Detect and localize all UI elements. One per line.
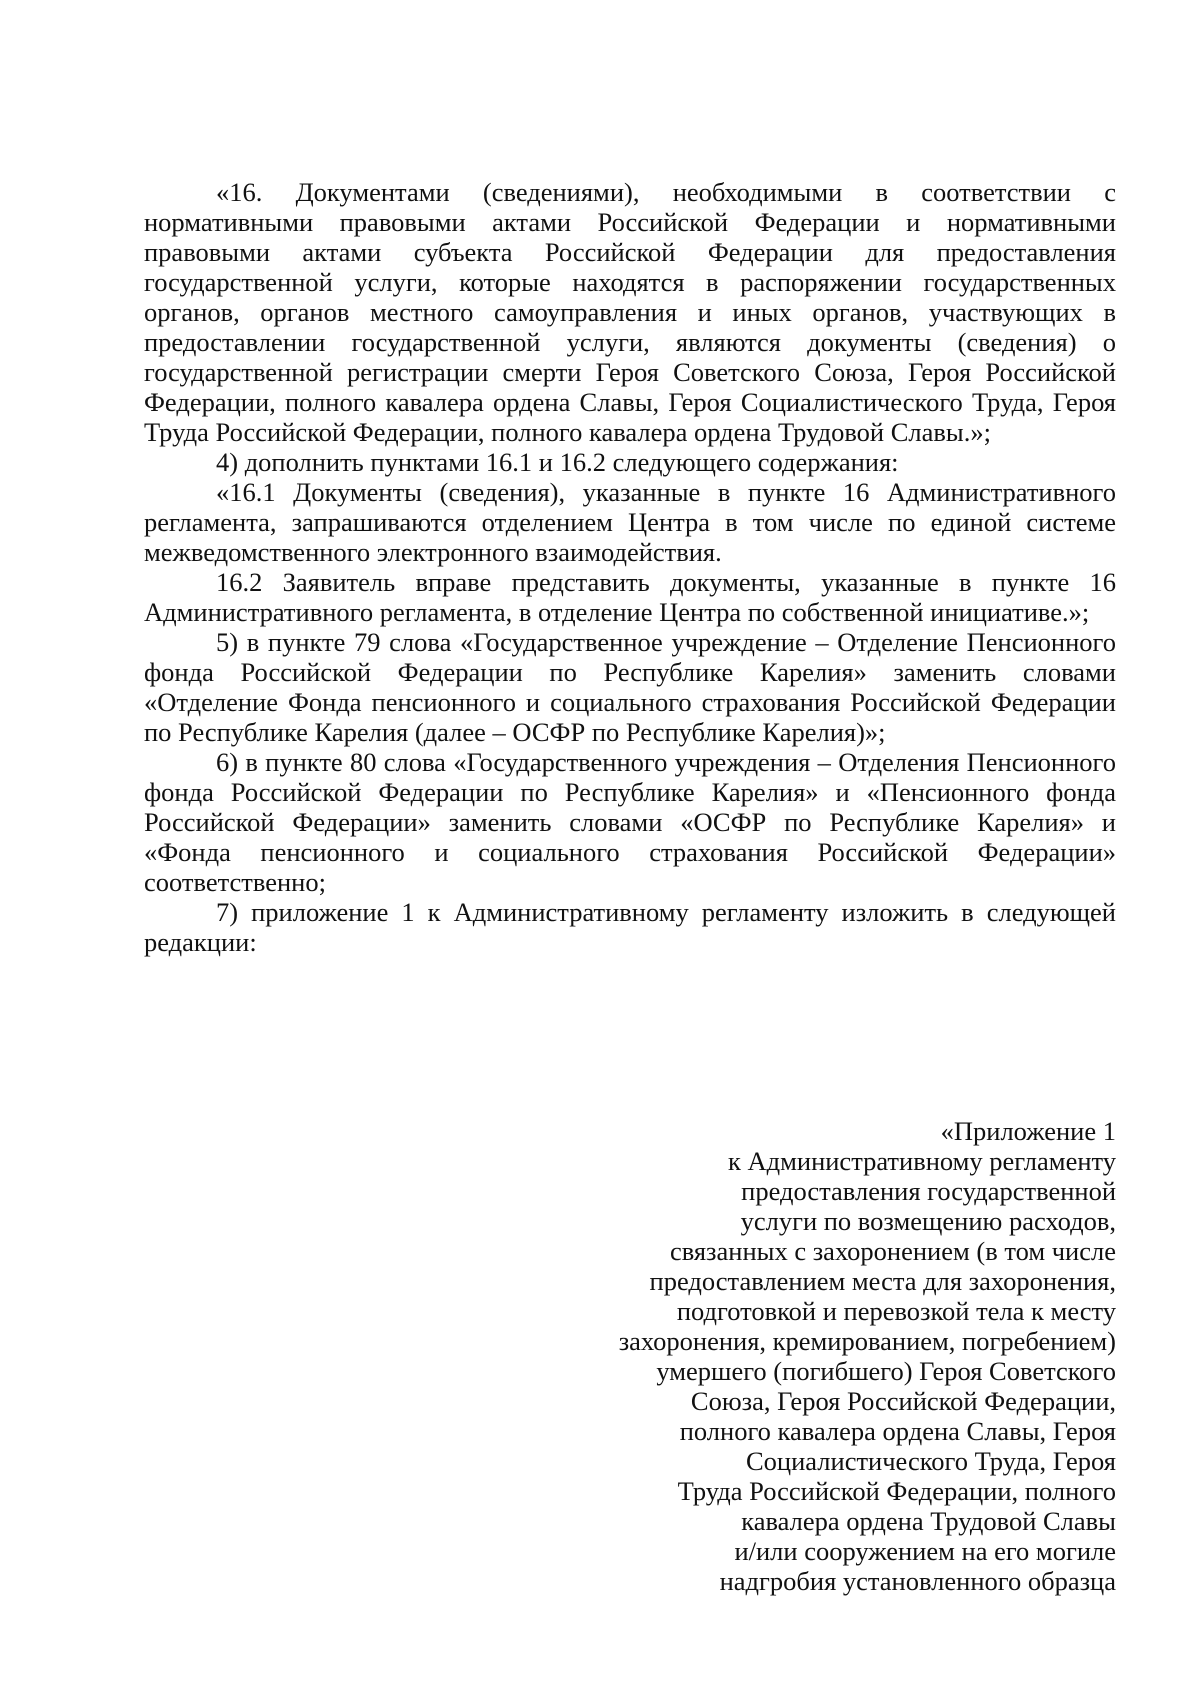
paragraph-amendment-7: 7) приложение 1 к Административному регламенту изложить в следующей редакции: (144, 897, 1116, 957)
appendix-heading-line: Социалистического Труда, Героя (746, 1446, 1116, 1476)
appendix-heading-line: услуги по возмещению расходов, (740, 1206, 1116, 1236)
appendix-heading-line: Труда Российской Федерации, полного (677, 1476, 1116, 1506)
document-body (144, 177, 1116, 957)
appendix-heading-line: Союза, Героя Российской Федерации, (690, 1386, 1116, 1416)
appendix-heading-line: захоронения, кремированием, погребением) (618, 1326, 1116, 1356)
appendix-heading-line: «Приложение 1 (940, 1116, 1116, 1146)
appendix-heading-line: к Административному регламенту (728, 1146, 1116, 1176)
paragraph-item-16-1: «16.1 Документы (сведения), указанные в пункте 16 Административного регламента, запрашиваются отделением Центра в том числе по единой системе межведомственного электронного взаимодействия. (144, 477, 1116, 567)
paragraph-item-16: «16. Документами (сведениями), необходимыми в соответствии с нормативными правовыми актами Российской Федерации и нормативными правовыми актами субъекта Российской Федерации для предоставления государственной услуги, которые находятся в распоряжении государственных органов, органов местного самоуправления и иных органов, участвующих в предоставлении государственной услуги, являются документы (сведения) о государственной регистрации смерти Героя Советского Союза, Героя Российской Федерации, полного кавалера ордена Славы, Героя Социалистического Труда, Героя Труда Российской Федерации, полного кавалера ордена Трудовой Славы.»; (144, 177, 1116, 447)
appendix-heading-line: и/или сооружением на его могиле (734, 1536, 1116, 1566)
appendix-heading-line: связанных с захоронением (в том числе (669, 1236, 1116, 1266)
appendix-heading-line: предоставления государственной (741, 1176, 1116, 1206)
paragraph-amendment-6: 6) в пункте 80 слова «Государственного учреждения – Отделения Пенсионного фонда Российской Федерации по Республике Карелия» и «Пенсионного фонда Российской Федерации» заменить словами «ОСФР по Республике Карелия» и «Фонда пенсионного и социального страхования Российской Федерации» соответственно; (144, 747, 1116, 897)
appendix-heading-line: полного кавалера ордена Славы, Героя (679, 1416, 1116, 1446)
appendix-heading-line: надгробия установленного образца (719, 1566, 1116, 1596)
paragraph-item-16-2: 16.2 Заявитель вправе представить документы, указанные в пункте 16 Административного регламента, в отделение Центра по собственной инициативе.»; (144, 567, 1116, 627)
appendix-heading-line: умершего (погибшего) Героя Советского (656, 1356, 1116, 1386)
appendix-heading (556, 1116, 1116, 1596)
appendix-heading-line: кавалера ордена Трудовой Славы (741, 1506, 1116, 1536)
appendix-heading-line: подготовкой и перевозкой тела к месту (676, 1296, 1116, 1326)
paragraph-amendment-5: 5) в пункте 79 слова «Государственное учреждение – Отделение Пенсионного фонда Российской Федерации по Республике Карелия» заменить словами «Отделение Фонда пенсионного и социального страхования Российской Федерации по Республике Карелия (далее – ОСФР по Республике Карелия)»; (144, 627, 1116, 747)
appendix-heading-line: предоставлением места для захоронения, (649, 1266, 1116, 1296)
paragraph-amendment-4: 4) дополнить пунктами 16.1 и 16.2 следующего содержания: (216, 447, 899, 477)
